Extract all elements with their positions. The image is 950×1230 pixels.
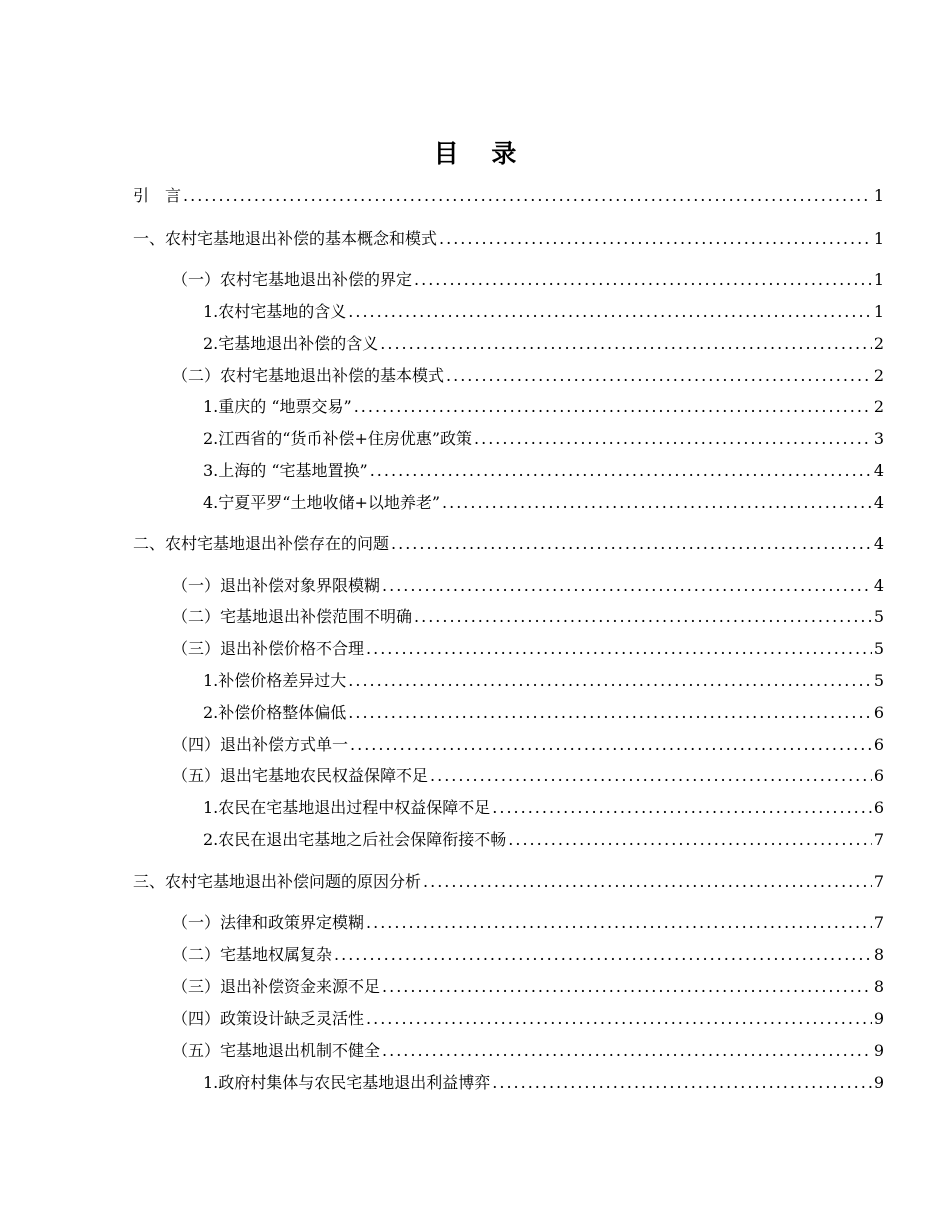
toc-leader-dots [350, 734, 872, 756]
toc-entry-label: （三）退出补偿资金来源不足 [172, 977, 381, 996]
toc-entry[interactable] [203, 396, 884, 418]
toc-leader-dots [446, 365, 872, 387]
toc-entry[interactable] [203, 301, 884, 323]
toc-entry-label: 2.补偿价格整体偏低 [203, 703, 347, 722]
toc-entry[interactable] [133, 533, 884, 555]
toc-entry-page: 4 [873, 576, 884, 595]
toc-leader-dots [354, 396, 872, 418]
toc-leader-dots [439, 228, 872, 250]
toc-entry-page: 1 [873, 186, 884, 205]
toc-leader-dots [382, 575, 872, 597]
toc-leader-dots [414, 269, 872, 291]
toc-entry-label: 引 言 [133, 186, 182, 205]
toc-entry[interactable] [172, 638, 884, 660]
toc-leader-dots [474, 428, 872, 450]
toc-entry-page: 5 [873, 639, 884, 658]
toc-entry-page: 7 [873, 872, 884, 891]
toc-entry[interactable] [203, 460, 884, 482]
toc-leader-dots [366, 912, 872, 934]
toc-entry-label: （二）宅基地权属复杂 [172, 945, 333, 964]
toc-entry[interactable] [172, 912, 884, 934]
toc-entry-page: 1 [873, 302, 884, 321]
toc-leader-dots [348, 702, 872, 724]
toc-leader-dots [183, 185, 872, 207]
toc-entry-page: 6 [873, 798, 884, 817]
toc-entry-label: （一）法律和政策界定模糊 [172, 913, 365, 932]
toc-entry-label: 1.重庆的 “地票交易” [203, 397, 352, 416]
toc-leader-dots [508, 829, 872, 851]
page-title: 目 录 [433, 139, 529, 168]
toc-entry[interactable] [203, 670, 884, 692]
toc-entry[interactable] [203, 428, 884, 450]
toc-entry[interactable] [172, 1008, 884, 1030]
toc-entry[interactable] [203, 702, 884, 724]
toc-entry-page: 1 [873, 270, 884, 289]
toc-leader-dots [382, 976, 872, 998]
toc-entry-page: 6 [873, 766, 884, 785]
toc-entry-label: 2.宅基地退出补偿的含义 [203, 334, 379, 353]
toc-entry-label: （四）政策设计缺乏灵活性 [172, 1009, 365, 1028]
toc-leader-dots [382, 1040, 872, 1062]
toc-entry-label: （一）农村宅基地退出补偿的界定 [172, 270, 413, 289]
toc-entry-label: （二）农村宅基地退出补偿的基本模式 [172, 366, 445, 385]
toc-entry[interactable] [172, 606, 884, 628]
toc-entry-page: 9 [873, 1009, 884, 1028]
toc-entry-label: （四）退出补偿方式单一 [172, 735, 349, 754]
toc-entry-label: （五）退出宅基地农民权益保障不足 [172, 766, 429, 785]
toc-entry-label: 1.补偿价格差异过大 [203, 671, 347, 690]
toc-entry[interactable] [133, 185, 884, 207]
toc-leader-dots [380, 333, 872, 355]
toc-entry-page: 2 [873, 334, 884, 353]
toc-entry-label: 2.江西省的“货币补偿+住房优惠”政策 [203, 429, 473, 448]
toc-leader-dots [442, 492, 872, 514]
toc-leader-dots [348, 301, 872, 323]
toc-entry[interactable] [203, 1072, 884, 1094]
toc-entry-label: 三、农村宅基地退出补偿问题的原因分析 [133, 872, 422, 891]
toc-leader-dots [423, 871, 872, 893]
toc-leader-dots [430, 765, 872, 787]
toc-entry-label: 二、农村宅基地退出补偿存在的问题 [133, 534, 390, 553]
toc-leader-dots [414, 606, 872, 628]
toc-entry[interactable] [172, 734, 884, 756]
toc-entry-label: 一、农村宅基地退出补偿的基本概念和模式 [133, 229, 438, 248]
toc-entry-page: 8 [873, 977, 884, 996]
toc-entry-page: 5 [873, 671, 884, 690]
toc-leader-dots [492, 797, 872, 819]
toc-entry-label: （三）退出补偿价格不合理 [172, 639, 365, 658]
toc-entry-page: 2 [873, 397, 884, 416]
toc-leader-dots [370, 460, 872, 482]
toc-entry-label: 1.政府村集体与农民宅基地退出利益博弈 [203, 1073, 491, 1092]
toc-entry[interactable] [133, 228, 884, 250]
toc-entry-page: 9 [873, 1041, 884, 1060]
toc-entry[interactable] [172, 575, 884, 597]
toc-entry[interactable] [172, 976, 884, 998]
toc-leader-dots [366, 1008, 872, 1030]
toc-entry-label: 3.上海的 “宅基地置换” [203, 461, 368, 480]
toc-entry-page: 7 [873, 913, 884, 932]
toc-leader-dots [492, 1072, 872, 1094]
toc-entry-page: 4 [873, 534, 884, 553]
toc-entry[interactable] [133, 871, 884, 893]
toc-entry-page: 6 [873, 703, 884, 722]
toc-entry[interactable] [203, 797, 884, 819]
toc-entry[interactable] [203, 492, 884, 514]
toc-entry-label: 1.农民在宅基地退出过程中权益保障不足 [203, 798, 491, 817]
toc-entry-page: 9 [873, 1073, 884, 1092]
toc-entry-page: 4 [873, 461, 884, 480]
toc-leader-dots [366, 638, 872, 660]
toc-leader-dots [348, 670, 872, 692]
toc-entry[interactable] [172, 365, 884, 387]
toc-entry[interactable] [203, 829, 884, 851]
toc-entry[interactable] [172, 944, 884, 966]
toc-entry[interactable] [172, 269, 884, 291]
toc-entry-page: 4 [873, 493, 884, 512]
toc-entry-label: （五）宅基地退出机制不健全 [172, 1041, 381, 1060]
toc-leader-dots [391, 533, 872, 555]
toc-entry-label: （一）退出补偿对象界限模糊 [172, 576, 381, 595]
toc-entry-label: 4.宁夏平罗“土地收储+以地养老” [203, 493, 441, 512]
toc-entry-page: 8 [873, 945, 884, 964]
toc-entry-page: 2 [873, 366, 884, 385]
toc-entry-label: 2.农民在退出宅基地之后社会保障衔接不畅 [203, 830, 507, 849]
toc-entry-label: （二）宅基地退出补偿范围不明确 [172, 607, 413, 626]
toc-entry-page: 5 [873, 607, 884, 626]
toc-entry-page: 1 [873, 229, 884, 248]
toc-entry-label: 1.农村宅基地的含义 [203, 302, 347, 321]
toc-entry[interactable] [172, 765, 884, 787]
toc-entry-page: 3 [873, 429, 884, 448]
toc-entry-page: 6 [873, 735, 884, 754]
toc-entry[interactable] [172, 1040, 884, 1062]
toc-leader-dots [334, 944, 872, 966]
toc-entry-page: 7 [873, 830, 884, 849]
toc-entry[interactable] [203, 333, 884, 355]
